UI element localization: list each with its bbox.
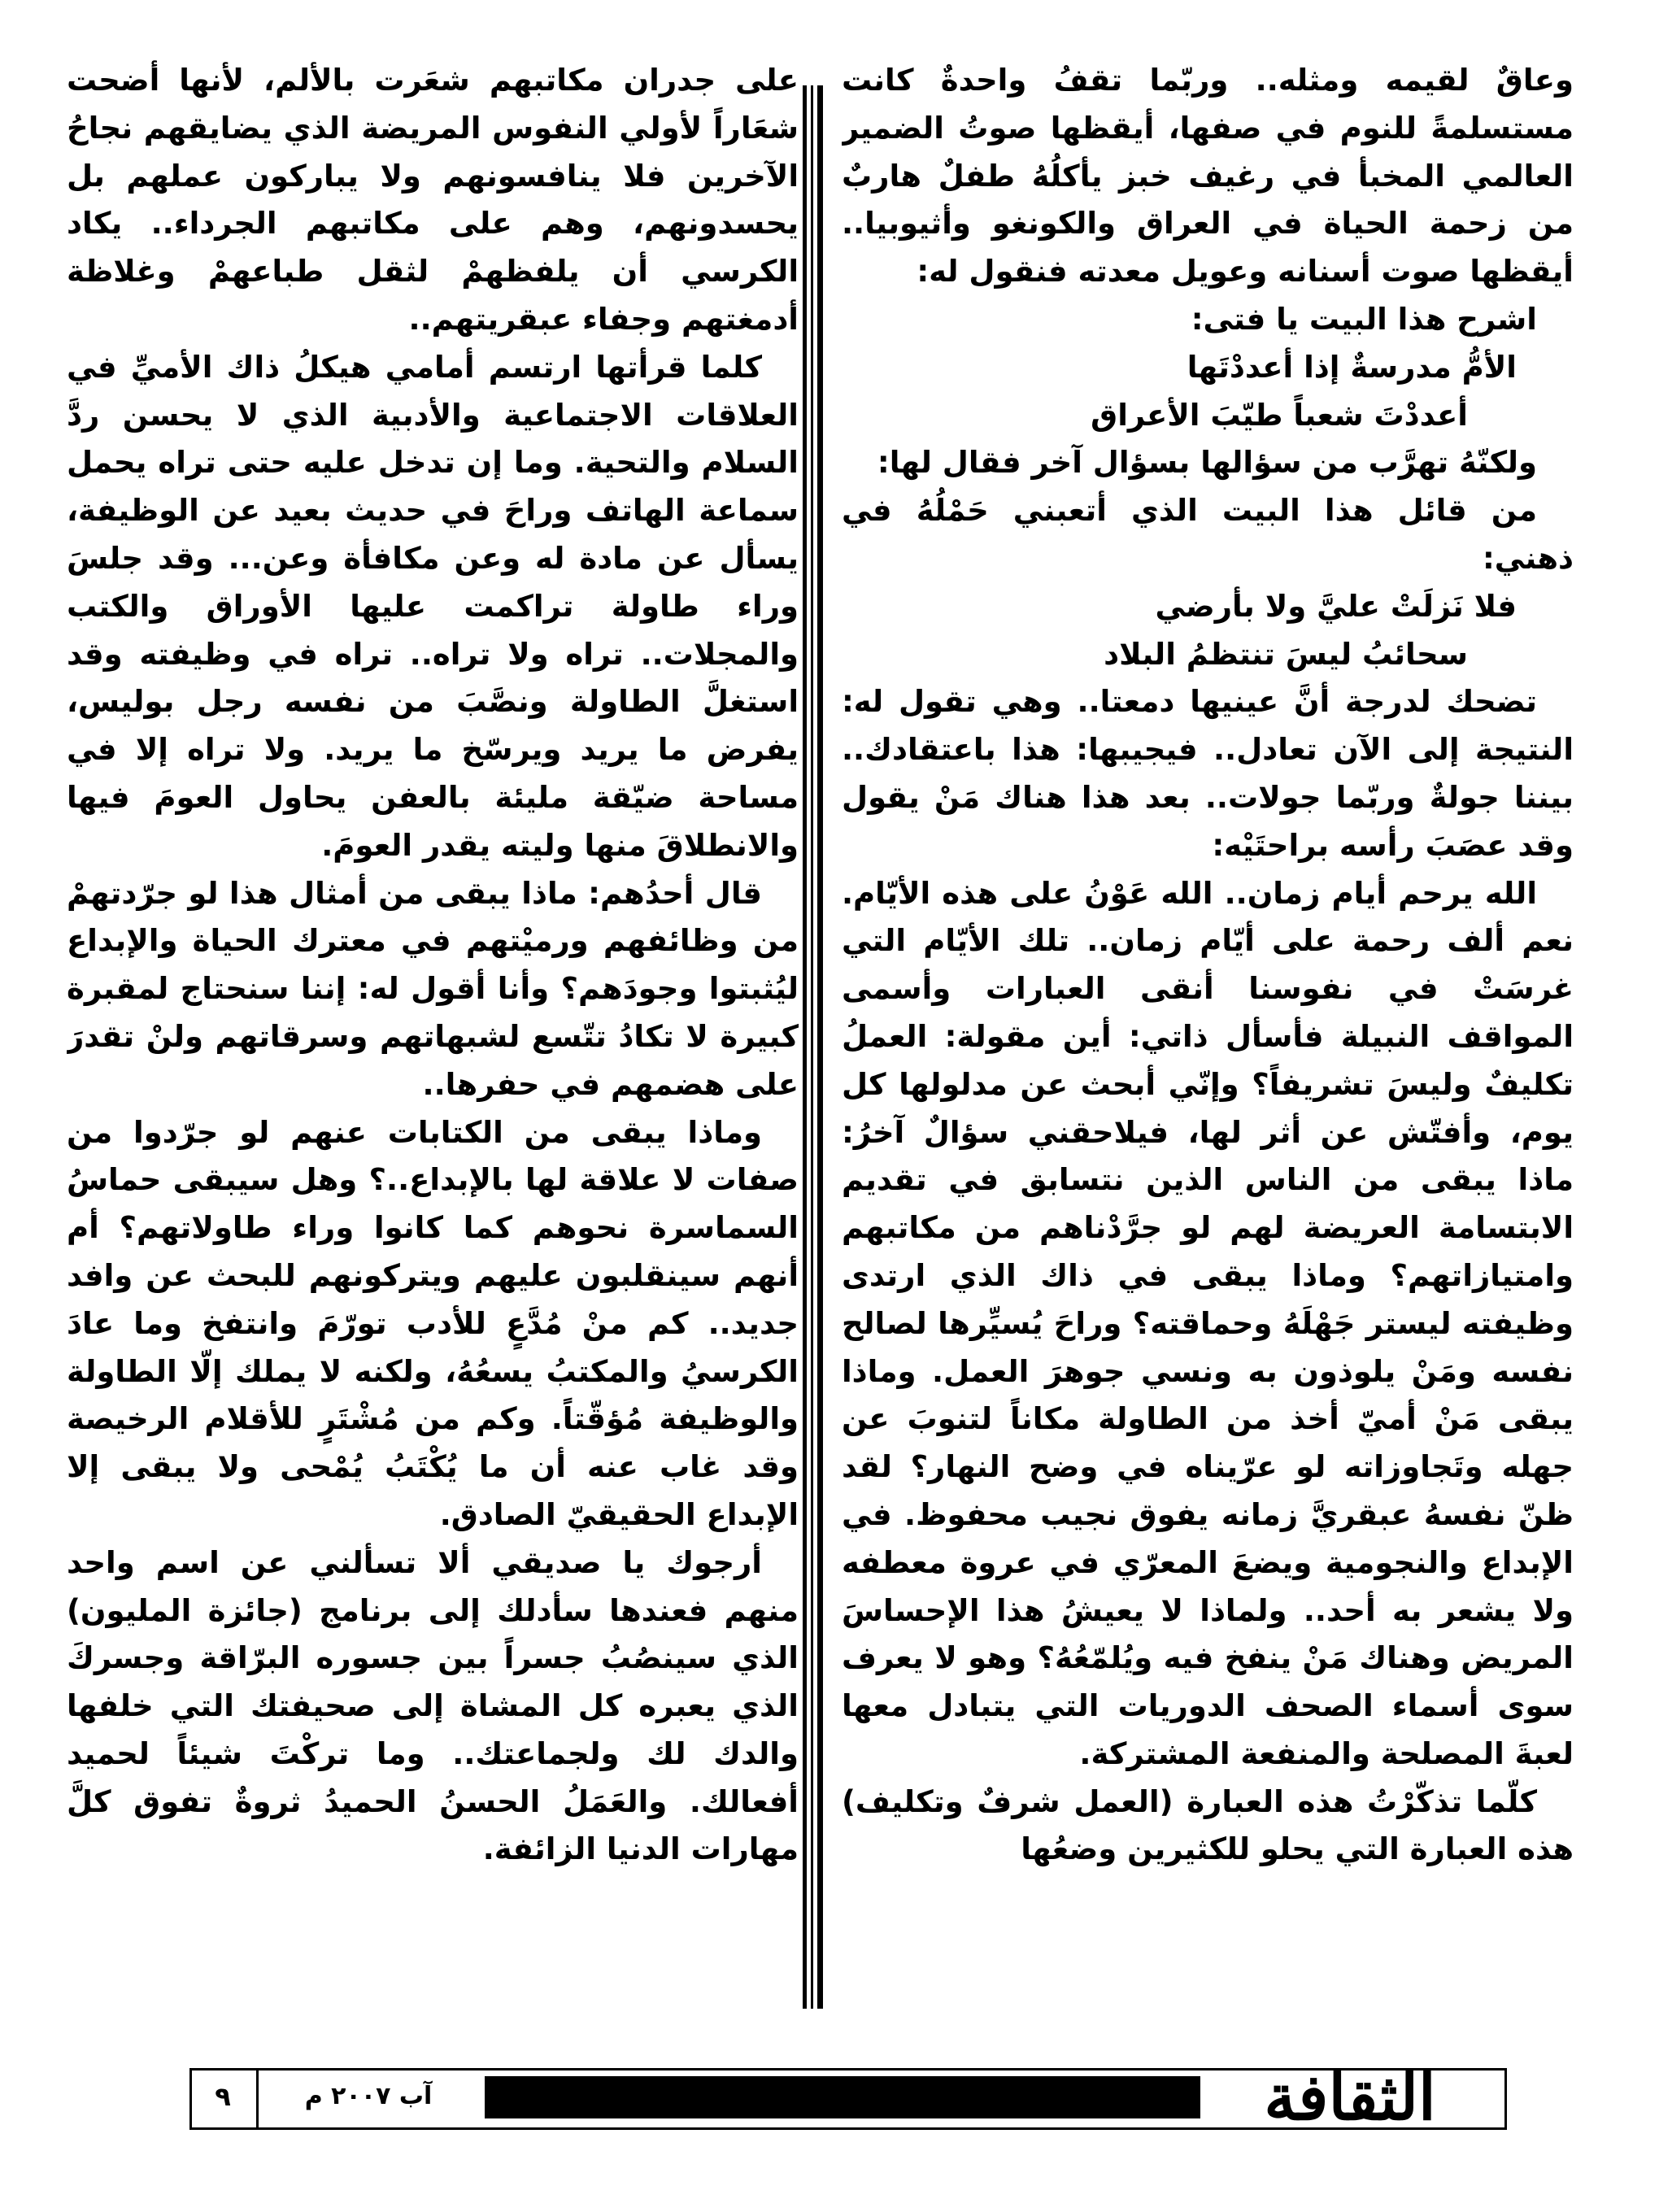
page-number: ٩ [189,2068,259,2130]
poem-verse: فلا نَزلَتْ عليَّ ولا بأرضي [1155,588,1517,624]
column-divider [803,85,807,2009]
column-divider [817,85,823,2009]
column-divider [811,85,813,2009]
paragraph: من قائل هذا البيت الذي أتعبني حَمْلُهُ في ذهني: [842,493,1574,576]
issue-date: آب ٢٠٠٧ م [304,2082,433,2110]
poem-verse: سحائبُ ليسَ تنتظمُ البلاد [1104,636,1468,672]
paragraph: أرجوك يا صديقي ألا تسألني عن اسم واحد منهم فعندها سأدلك إلى برنامج (جائزة المليون) الذي سينصُبُ جسراً بين جسوره البرّاقة وجسركَ الذي يعبره كل المشاة إلى صحيفتك التي خلفها والدك لك ولجماعتك.. وما تركْتَ شيئاً لحميد أفعالك. والعَمَلُ الحسنُ الحميدُ ثروةٌ تفوق كلَّ مهارات الدنيا الزائفة. [67,1544,799,1867]
article-column-left [67,57,799,2017]
paragraph: قال أحدُهم: ماذا يبقى من أمثال هذا لو جرّدتهمْ من وظائفهم ورميْتهم في معترك الحياة والإبداع ليُثبتوا وجودَهم؟ وأنا أقول له: إننا سنحتاج لمقبرة كبيرة لا تكادُ تتّسع لشبهاتهم وسرقاتهم ولنْ تقدرَ على هضمهم في حفرها.. [67,875,799,1102]
paragraph: الله يرحم أيام زمان.. الله عَوْنُ على هذه الأيّام. نعم ألف رحمة على أيّام زمان.. تلك الأيّام التي غرسَتْ في نفوسنا أنقى العبارات وأسمى المواقف النبيلة فأسأل ذاتي: أين مقولة: العملُ تكليفٌ وليسَ تشريفاً؟ وإنّي أبحث عن مدلولها كل يوم، وأفتّش عن أثر لها، فيلاحقني سؤالٌ آخرُ: ماذا يبقى من الناس الذين نتسابق في تقديم الابتسامة العريضة لهم لو جرَّدْناهم من مكاتبهم وامتيازاتهم؟ وماذا يبقى في ذاك الذي ارتدى وظيفته ليستر جَهْلَهُ وحماقته؟ وراحَ يُسيِّرها لصالح نفسه ومَنْ يلوذون به ونسي جوهرَ العمل. وماذا يبقى مَنْ أميّ أخذ من الطاولة مكاناً لتنوبَ عن جهله وتَجاوزاته لو عرّيناه في وضح النهار؟ لقد ظنّ نفسهُ عبقريَّ زمانه يفوق نجيب محفوظ. في الإبداع والنجومية ويضعَ المعرّي في عروة معطفه ولا يشعر به أحد.. ولماذا لا يعيشُ هذا الإحساسَ المريض وهناك مَنْ ينفخ فيه ويُلمّعُهُ؟ وهو لا يعرف سوى أسماء الصحف الدوريات التي يتبادل معها لعبةَ المصلحة والمنفعة المشتركة. [842,875,1574,1771]
magazine-logo: الثقافة [1264,2061,1436,2135]
paragraph: كلما قرأتها ارتسم أمامي هيكلُ ذاك الأميِّ في العلاقات الاجتماعية والأدبية الذي لا يحسن ردَّ السلام والتحية. وما إن تدخل عليه حتى تراه يحمل سماعة الهاتف وراحَ في حديث بعيد عن الوظيفة، يسأل عن مادة له وعن مكافأة وعن... وقد جلسَ وراء طاولة تراكمت عليها الأوراق والكتب والمجلات.. تراه ولا تراه.. تراه في وظيفته وقد استغلَّ الطاولة ونصَّبَ من نفسه رجل بوليس، يفرض ما يريد ويرسّخ ما يريد. ولا تراه إلا في مساحة ضيّقة مليئة بالعفن يحاول العومَ فيها والانطلاقَ منها وليته يقدر العومَ. [67,349,799,863]
poem-verse: الأمُّ مدرسةٌ إذا أعددْتَها [1187,349,1517,385]
article-column-right [842,57,1574,2017]
paragraph: وماذا يبقى من الكتابات عنهم لو جرّدوا من صفات لا علاقة لها بالإبداع..؟ وهل سيبقى حماسُ السماسرة نحوهم كما كانوا وراء طاولاتهم؟ أم أنهم سينقلبون عليهم ويتركونهم للبحث عن وافد جديد.. كم منْ مُدَّعٍ للأدب تورّمَ وانتفخ وما عادَ الكرسيُ والمكتبُ يسعُهُ، ولكنه لا يملك إلّا الطاولة والوظيفة مُؤقّتاً. وكم من مُشْتَرٍ للأقلام الرخيصة وقد غاب عنه أن ما يُكْتَبُ يُمْحى ولا يبقى إلا الإبداع الحقيقيّ الصادق. [67,1114,799,1532]
footer-bar [485,2076,1200,2118]
poem-verse: أعددْتَ شعباً طيّبَ الأعراق [1091,397,1468,433]
paragraph: وعاقٌ لقيمه ومثله.. وربّما تقفُ واحدةٌ كانت مستسلمةً للنوم في صفها، أيقظها صوتُ الضمير العالمي المخبأ في رغيف خبز يأكلُهُ طفلٌ هاربٌ من زحمة الحياة في العراق والكونغو وأثيوبيا.. أيقظها صوت أسنانه وعويل معدته فنقول له: [842,63,1574,290]
paragraph: ولكنّهُ تهرَّب من سؤالها بسؤال آخر فقال لها: [877,445,1537,481]
paragraph: على جدران مكاتبهم شعَرت بالألم، لأنها أضحت شعَاراً لأولي النفوس المريضة الذي يضايقهم نجاحُ الآخرين فلا ينافسونهم ولا يباركون عملهم بل يحسدونهم، وهم على مكاتبهم الجرداء.. يكاد الكرسي أن يلفظهمْ لثقل طباعهمْ وغلاظة أدمغتهم وجفاء عبقريتهم.. [67,63,799,337]
paragraph: اشرح هذا البيت يا فتى: [1191,301,1537,337]
paragraph: تضحك لدرجة أنَّ عينيها دمعتا.. وهي تقول له: النتيجة إلى الآن تعادل.. فيجيبها: هذا باعتقادك.. بيننا جولةٌ وربّما جولات.. بعد هذا هناك مَنْ يقول وقد عصَبَ رأسه براحتَيْه: [842,684,1574,863]
paragraph: كلّما تذكّرْتُ هذه العبارة (العمل شرفٌ وتكليف) هذه العبارة التي يحلو للكثيرين وضعُها [842,1783,1574,1867]
